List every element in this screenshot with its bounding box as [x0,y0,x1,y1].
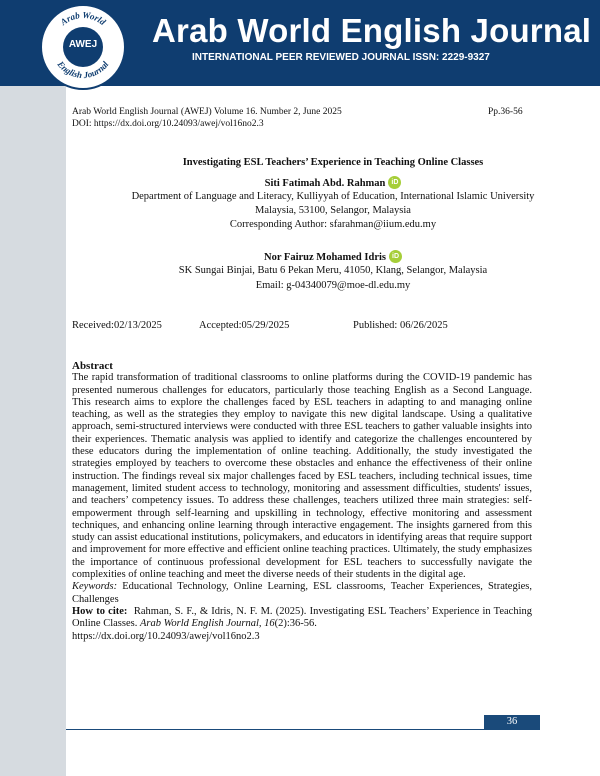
author2-contact: Email: g-04340079@moe-dl.edu.my [255,280,411,291]
journal-logo [40,4,126,90]
orcid-icon[interactable]: iD [389,250,402,263]
left-margin-bar [0,0,66,776]
journal-subtitle: INTERNATIONAL PEER REVIEWED JOURNAL ISSN: 2229-9327 [192,52,490,63]
abstract-body: The rapid transformation of traditional classrooms to online platforms during the COVID-19 pandemic has presented numerous challenges for educators, particularly those teaching English as a Second Language. This research aims to explore the challenges faced by ESL teachers in adapting to and managing online teaching, as well as the strategies they employ to navigate this new digital landscape. Using a qualitative approach, semi-structured interviews were conducted with three ESL teachers to gather valuable insights into their experiences. Thematic analysis was applied to identify and categorize the challenges encountered by these educators during the implementation of online teaching. Additionally, the study investigated the strategies employed by teachers to overcome these obstacles and enhance the effectiveness of their online instruction. The findings reveal six major challenges faced by ESL teachers, including technical issues, time management, limited student access to technology, monitoring and assessment difficulties, students' issues, and teachers’ competency issues. To address these challenges, teachers utilized three main strategies: self-empowerment through self-learning and upskilling in technology, effective monitoring and assessment techniques, and enhancing online learning through interactive engagement. The insights garnered from this study can assist educational institutions, policymakers, and educators in identifying areas that require support and improvement for more effective and efficient online teaching practices. Ultimately, the study emphasizes the importance of continuous professional development for ESL teachers to successfully navigate the complexities of online teaching and meet the diverse needs of their students in the digital age. [72,372,532,581]
abstract-heading: Abstract [72,360,113,372]
author1-affiliation-1: Department of Language and Literacy, Kulliyyah of Education, International Islamic University [131,191,535,202]
cite-text: Rahman, S. F., & Idris, N. F. M. (2025). Investigating ESL Teachers’ Experience in Teaching Online Classes. [72,605,532,630]
author2-name-line [66,250,600,263]
accepted-date: Accepted:05/29/2025 [199,320,290,331]
page-range: Pp.36-56 [488,107,523,117]
cite-label: How to cite: [72,605,128,617]
cite-line [72,606,532,643]
author1-name-line [66,176,600,189]
keywords-line [72,581,532,606]
published-date: Published: 06/26/2025 [353,320,448,331]
received-date: Received:02/13/2025 [72,320,162,331]
journal-header [0,0,600,86]
citation-line: Arab World English Journal (AWEJ) Volume 16. Number 2, June 2025 [72,107,342,117]
author1-affiliation-2: Malaysia, 53100, Selangor, Malaysia [255,205,411,216]
keywords-text: Educational Technology, Online Learning, ESL classrooms, Teacher Experiences, Strategies, Challenges [72,581,533,605]
cite-journal: Arab World English Journal, 16 [139,618,275,630]
footer-divider [66,729,540,730]
logo-ring-bottom: English Journal [55,59,111,81]
page-number: 36 [484,715,540,729]
author1-name: Siti Fatimah Abd. Rahman [264,178,386,189]
cite-issue: (2):36-56. [274,618,317,630]
author2-affiliation: SK Sungai Binjai, Batu 6 Pekan Meru, 41050, Klang, Selangor, Malaysia [178,265,488,276]
orcid-icon[interactable]: iD [388,176,401,189]
abstract-section [72,360,532,643]
logo-text: AWEJ [68,39,98,50]
cite-doi[interactable]: https://dx.doi.org/10.24093/awej/vol16no2.3 [72,630,260,642]
doi-line[interactable]: DOI: https://dx.doi.org/10.24093/awej/vol16no2.3 [72,119,264,129]
keywords-label: Keywords: [72,581,118,593]
logo-ring-top: Arab World [58,9,108,28]
author2-name: Nor Fairuz Mohamed Idris [263,252,386,263]
journal-title: Arab World English Journal [152,12,592,49]
author1-contact: Corresponding Author: sfarahman@iium.edu.my [229,219,437,230]
svg-text:Arab World [58,10,108,28]
paper-title: Investigating ESL Teachers’ Experience in Teaching Online Classes [182,157,484,168]
